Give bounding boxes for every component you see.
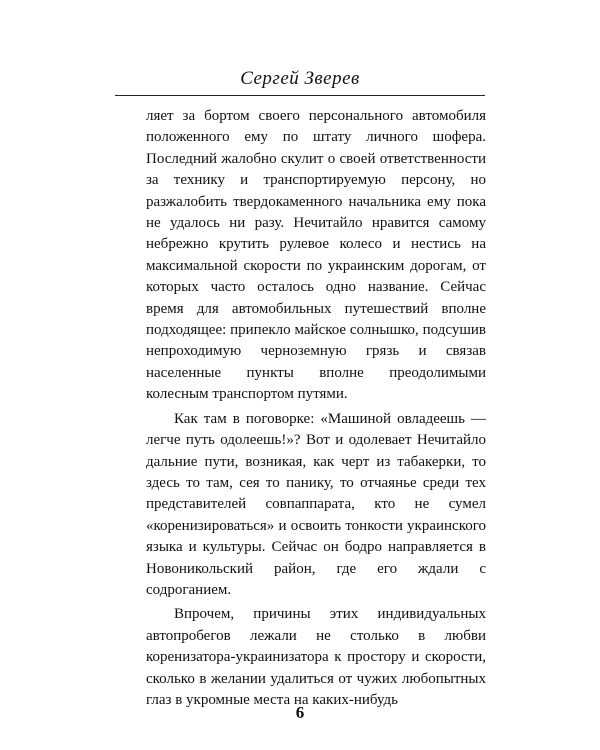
body-text xyxy=(146,106,486,711)
paragraph-continued: ляет за бортом своего персонального автомобиля положенного ему по штату личного шофера. Последний жалобно скулит о своей ответственности за технику и транспортируемую персону, но разжалобить твердокаменного начальника ему пока не удалось ни разу. Нечитайло нравится самому небрежно крутить рулевое колесо и нестись на максимальной скорости по украинским дорогам, от которых часто осталось одно название. Сейчас время для автомобильных путешествий вполне подходящее: припекло майское солнышко, подсушив непроходимую черноземную грязь и связав населенные пункты вполне преодолимыми колесным транспортом путями. xyxy=(146,108,486,403)
header-rule xyxy=(115,95,485,96)
running-head-author: Сергей Зверев xyxy=(240,68,360,89)
paragraph: Как там в поговорке: «Машиной овладеешь — легче путь одолеешь!»? Вот и одолевает Нечитайло дальние пути, возникая, как черт из табакерки, то здесь то там, сея то панику, то отчаянье среди тех представителей совпаппарата, кто не сумел «коренизироваться» и освоить тонкости украинского языка и культуры. Сейчас он бодро направляется в Новоникольский район, где его ждали с содроганием. xyxy=(146,410,486,598)
page-number: 6 xyxy=(295,703,305,722)
paragraph: Впрочем, причины этих индивидуальных автопробегов лежали не столько в любви коренизатора-украинизатора к простору и скорости, сколько в желании удалиться от чужих любопытных глаз в укромные места на каких-нибудь xyxy=(146,606,486,708)
